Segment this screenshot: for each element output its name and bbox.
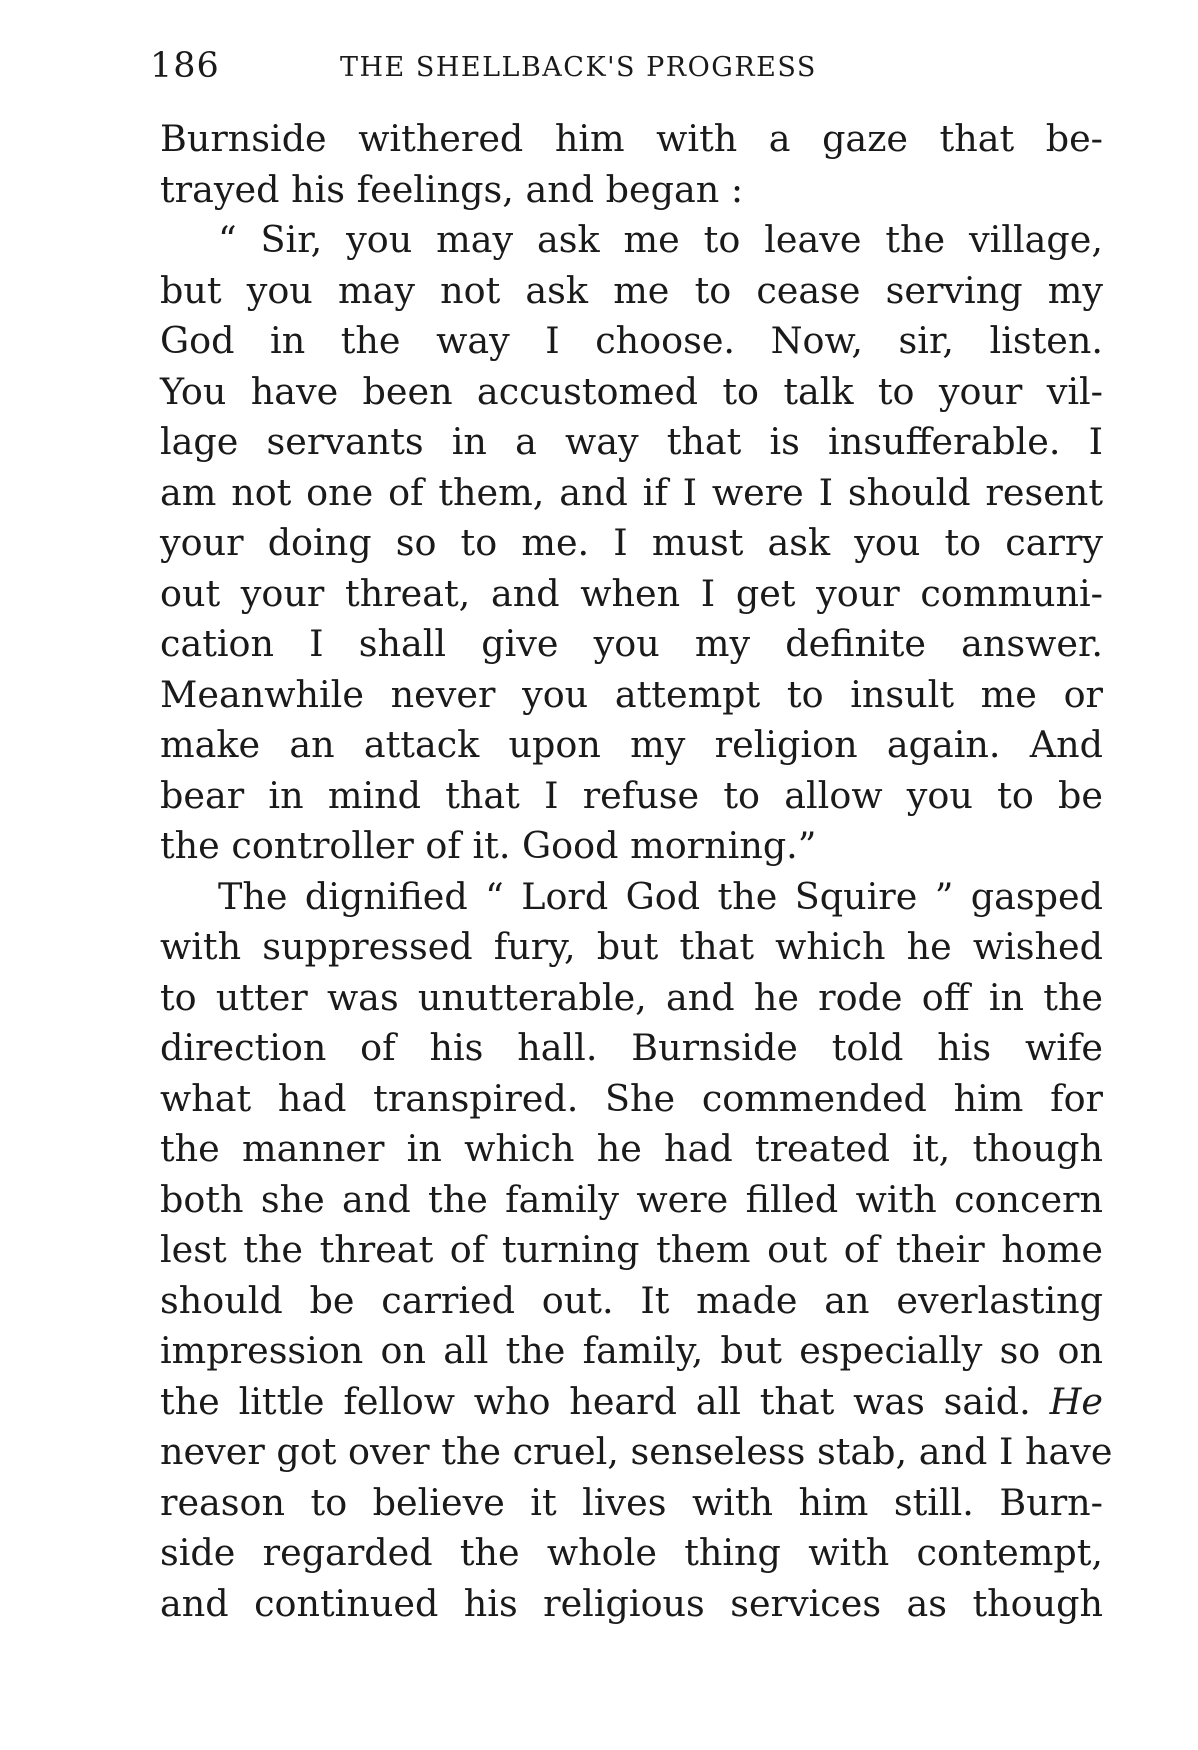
text-line: make an attack upon my religion again. And bbox=[160, 723, 1103, 766]
text-line: but you may not ask me to cease serving my bbox=[160, 268, 1103, 312]
text-line: side regarded the whole thing with contempt, bbox=[160, 1531, 1103, 1574]
text-line: trayed his feelings, and began : bbox=[160, 167, 744, 211]
text-line: cation I shall give you my definite answer. bbox=[160, 622, 1103, 665]
text-line: direction of his hall. Burnside told his wife bbox=[160, 1026, 1103, 1069]
text-line: both she and the family were filled with concern bbox=[160, 1177, 1103, 1221]
text-line: should be carried out. It made an everlasting bbox=[160, 1278, 1103, 1322]
text-line: lage servants in a way that is insufferable. I bbox=[160, 420, 1103, 463]
text-line: The dignified “ Lord God the Squire ” gasped bbox=[218, 874, 1103, 918]
book-title: THE SHELLBACK'S PROGRESS bbox=[340, 52, 817, 83]
text-line-with-emphasis bbox=[160, 1377, 1103, 1428]
text-line: impression on all the family, but especially so on bbox=[160, 1329, 1103, 1372]
text-line: “ Sir, you may ask me to leave the village, bbox=[218, 218, 1103, 261]
text-line: the controller of it. Good morning.” bbox=[160, 824, 817, 867]
text-line: out your threat, and when I get your communi- bbox=[160, 571, 1103, 615]
text-fragment: the little fellow who heard all that was said. bbox=[160, 1379, 1031, 1423]
text-line: God in the way I choose. Now, sir, listen. bbox=[160, 319, 1103, 362]
text-line: and continued his religious services as though bbox=[160, 1581, 1103, 1625]
page-number: 186 bbox=[150, 46, 220, 86]
text-line: the manner in which he had treated it, though bbox=[160, 1127, 1103, 1170]
text-line: Meanwhile never you attempt to insult me or bbox=[160, 672, 1103, 716]
text-line: never got over the cruel, senseless stab, and I have bbox=[160, 1430, 1113, 1473]
text-line: with suppressed fury, but that which he wished bbox=[160, 925, 1103, 968]
text-line: lest the threat of turning them out of their home bbox=[160, 1228, 1103, 1271]
running-head bbox=[150, 38, 1030, 88]
emphasized-word: He bbox=[1049, 1379, 1103, 1423]
text-line: bear in mind that I refuse to allow you to be bbox=[160, 773, 1103, 817]
text-line: am not one of them, and if I were I should resent bbox=[160, 470, 1103, 514]
text-line: You have been accustomed to talk to your vil- bbox=[160, 369, 1103, 413]
text-line: to utter was unutterable, and he rode off in the bbox=[160, 975, 1103, 1019]
text-line: Burnside withered him with a gaze that be- bbox=[160, 117, 1103, 160]
text-line: your doing so to me. I must ask you to carry bbox=[160, 521, 1103, 564]
text-line: reason to believe it lives with him still. Burn- bbox=[160, 1480, 1103, 1524]
text-line: what had transpired. She commended him for bbox=[160, 1076, 1103, 1120]
body-text bbox=[160, 114, 1113, 1629]
